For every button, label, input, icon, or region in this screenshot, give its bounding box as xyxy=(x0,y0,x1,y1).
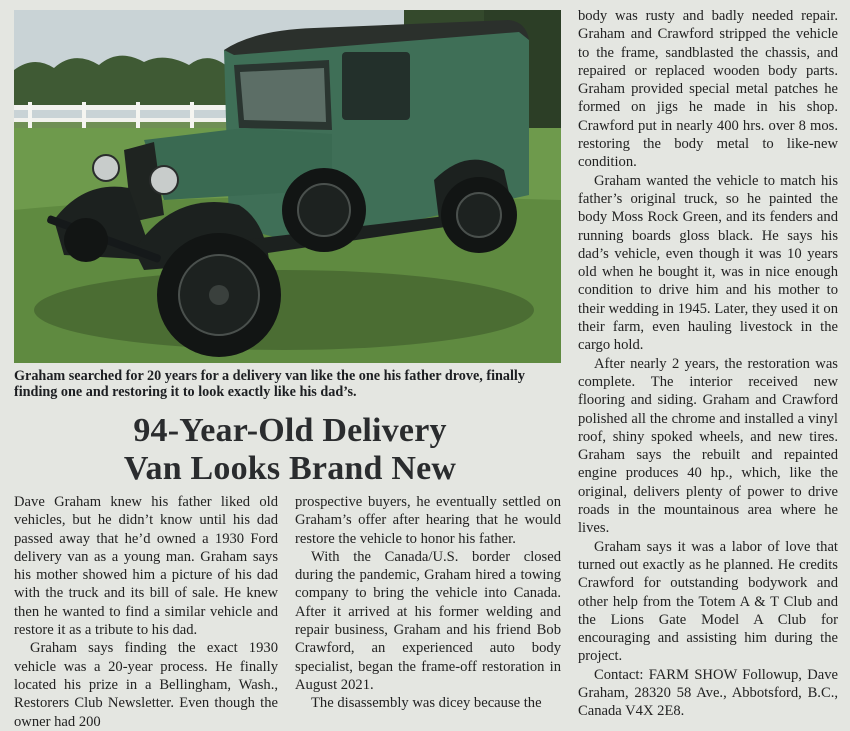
van-illustration xyxy=(14,10,561,363)
headline-line-2: Van Looks Brand New xyxy=(123,450,457,487)
article-column-1 xyxy=(14,493,278,731)
photo-caption: Graham searched for 20 years for a delivery van like the one his father drove, finally finding one and restoring it to look exactly like his dad’s. xyxy=(14,368,525,400)
paragraph: Graham wanted the vehicle to match his father’s original truck, so he painted the body Moss Rock Green, and its fenders and running boards gloss black. He says his dad’s vehicle, even though it was 10 years old when he bought it, was in nice enough condition to drive him and his mother to their wedding in 1945. Later, they used it on their farm, even hauling livestock in the cargo hold. xyxy=(578,172,838,354)
headline-line-1: 94-Year-Old Delivery xyxy=(133,412,447,449)
paragraph: With the Canada/U.S. border closed during the pandemic, Graham hired a towing company to bring the vehicle into Canada. After it arrived at his former welding and repair business, Graham and his friend Bob Crawford, an experienced auto body specialist, began the frame-off restoration in August 2021. xyxy=(295,548,561,693)
paragraph: Graham says finding the exact 1930 vehicle was a 20-year process. He finally located his prize in a Bellingham, Wash., Restorers Club Newsletter. Even though the owner had 200 xyxy=(14,640,278,730)
paragraph: Dave Graham knew his father liked old vehicles, but he didn’t know until his dad passed away that he’d owned a 1930 Ford delivery van as a young man. Graham says his mother showed him a picture of his dad with the truck and its bill of sale. He knew then he wanted to find a similar vehicle and restore it as a tribute to his dad. xyxy=(14,494,278,639)
paragraph: prospective buyers, he eventually settled on Graham’s offer after hearing that he would restore the vehicle to honor his father. xyxy=(295,494,561,547)
article-column-2 xyxy=(295,493,561,713)
paragraph: body was rusty and badly needed repair. Graham and Crawford stripped the vehicle to the frame, sandblasted the chassis, and repaired or replaced wooden body parts. Graham provided special metal patches he formed on jigs he made in his shop. Crawford put in nearly 400 hrs. over 8 mos. restoring the body metal to like-new condition. xyxy=(578,8,838,171)
paragraph: After nearly 2 years, the restoration was complete. The interior received new flooring and siding. Graham and Crawford polished all the chrome and installed a vinyl roof, shiny spoked wheels, and new tires. Graham says the rebuilt and repainted engine produces 40 hp., which, like the original, delivers plenty of power to drive roads in the mountainous area where he lives. xyxy=(578,355,838,537)
article-column-3 xyxy=(578,7,838,721)
article-headline xyxy=(14,412,566,488)
van-photo xyxy=(14,10,561,363)
contact-info: Contact: FARM SHOW Followup, Dave Graham, 28320 58 Ave., Abbotsford, B.C., Canada V4X 2E8. xyxy=(578,666,838,720)
paragraph: Graham says it was a labor of love that turned out exactly as he planned. He credits Crawford for outstanding bodywork and other help from the Totem A & T Club and the Lions Gate Model A Club for encouraging and assisting him during the project. xyxy=(578,538,838,665)
paragraph: The disassembly was dicey because the xyxy=(311,695,542,712)
